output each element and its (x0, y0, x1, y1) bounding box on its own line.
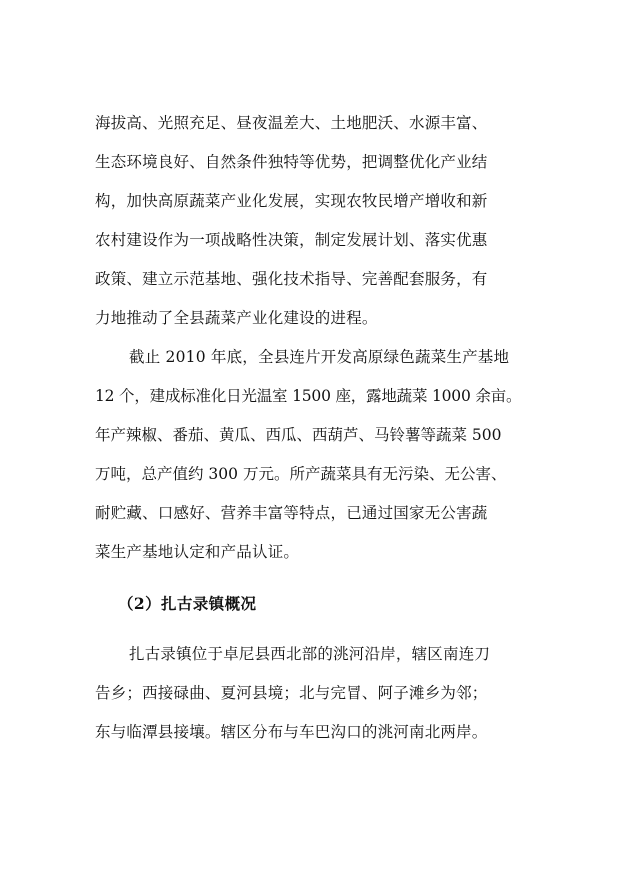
para2-line-5: 耐贮藏、口感好、营养丰富等特点，已通过国家无公害蔬 (95, 504, 488, 522)
para2-line-4: 万吨，总产值约 300 万元。所产蔬菜具有无污染、无公害、 (95, 465, 507, 483)
para1-line-6: 力地推动了全县蔬菜产业化建设的进程。 (95, 309, 378, 327)
para1-line-1: 海拔高、光照充足、昼夜温差大、土地肥沃、水源丰富、 (95, 114, 488, 132)
para2-line-3: 年产辣椒、番茄、黄瓜、西瓜、西葫芦、马铃薯等蔬菜 500 (95, 426, 502, 444)
para1-line-2: 生态环境良好、自然条件独特等优势，把调整优化产业结 (95, 153, 488, 171)
section-heading: （2）扎古录镇概况 (118, 594, 257, 613)
para2-line-2: 12 个，建成标准化日光温室 1500 座，露地蔬菜 1000 余亩。 (95, 387, 522, 405)
para3-line-2: 告乡；西接碌曲、夏河县境；北与完冒、阿子滩乡为邻； (95, 684, 488, 702)
para1-line-4: 农村建设作为一项战略性决策，制定发展计划、落实优惠 (95, 231, 488, 249)
para3-line-1: 扎古录镇位于卓尼县西北部的洮河沿岸，辖区南连刀 (129, 645, 491, 663)
para1-line-3: 构，加快高原蔬菜产业化发展，实现农牧民增产增收和新 (95, 192, 488, 210)
para1-line-5: 政策、建立示范基地、强化技术指导、完善配套服务，有 (95, 270, 488, 288)
para3-line-3: 东与临潭县接壤。辖区分布与车巴沟口的洮河南北两岸。 (95, 723, 488, 741)
para2-line-6: 菜生产基地认定和产品认证。 (95, 543, 300, 561)
para2-line-1: 截止 2010 年底，全县连片开发高原绿色蔬菜生产基地 (129, 348, 510, 366)
